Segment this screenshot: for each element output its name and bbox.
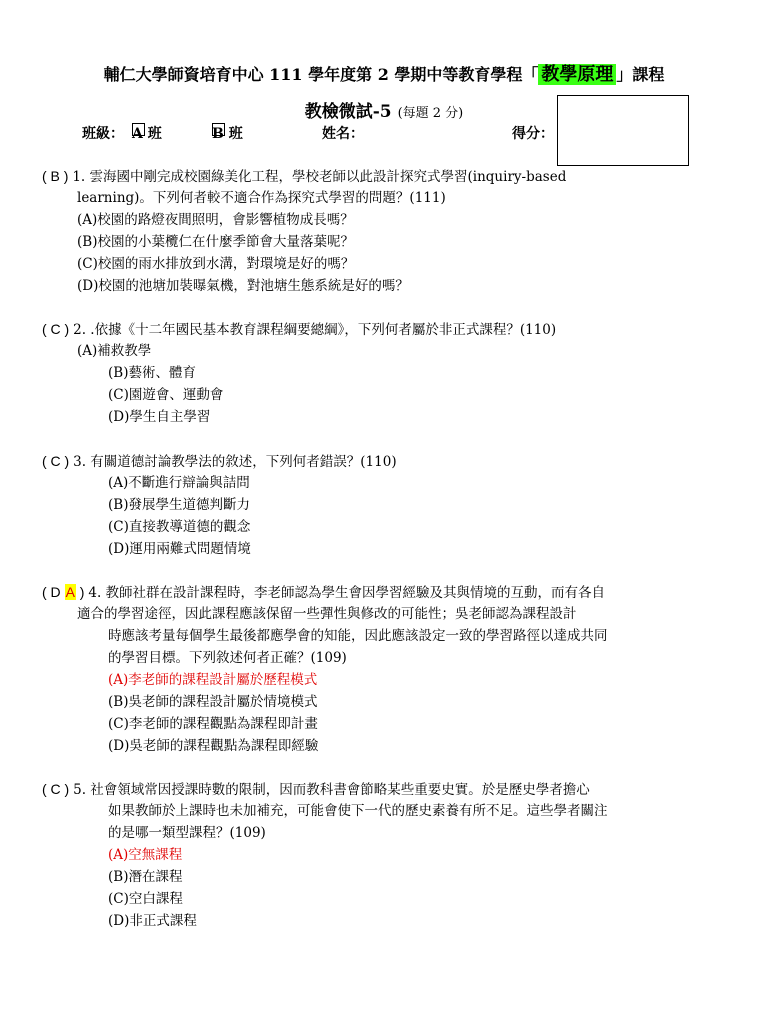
score-box[interactable] [557, 95, 689, 166]
question-text: 1. 雲海國中剛完成校園綠美化工程，學校老師以此設計探究式學習(inquiry-based [72, 169, 567, 185]
answer-mark: ( C ) [42, 781, 74, 797]
question-text: 5. 社會領域常因授課時數的限制，因而教科書會節略某些重要史實。於是歷史學者擔心 [73, 782, 590, 798]
question-text: 的是哪一類型課程？(109) [108, 825, 266, 841]
question-text: 適合的學習途徑，因此課程應該保留一些彈性與修改的可能性；吳老師認為課程設計 [77, 606, 577, 622]
question-text: 4. 教師社群在設計課程時，李老師認為學生會因學習經驗及其與情境的互動，而有各自 [88, 585, 606, 601]
option-d: (D)學生自主學習 [108, 409, 211, 425]
answer-mark: ( C ) [42, 321, 74, 337]
option-b: (B)藝術、體育 [108, 365, 196, 381]
option-a: (A)空無課程 [108, 847, 183, 863]
answer-mark: ( B ) [42, 168, 73, 184]
option-d: (D)吳老師的課程觀點為課程即經驗 [108, 738, 319, 754]
subtitle-note: (每題 2 分) [397, 106, 464, 121]
class-b-label: B 班 [212, 126, 243, 142]
option-d: (D)非正式課程 [108, 913, 197, 929]
answer-mark-close: ) [75, 584, 89, 600]
answer-mark-highlight: A [65, 584, 75, 600]
option-d: (D)校園的池塘加裝曝氣機，對池塘生態系統是好的嗎？ [77, 278, 409, 294]
question-text: 2. .依據《十二年國民基本教育課程綱要總綱》，下列何者屬於非正式課程？(110) [73, 322, 557, 338]
option-c: (C)校園的雨水排放到水溝，對環境是好的嗎？ [77, 256, 355, 272]
class-label: 班級： [82, 126, 124, 142]
option-b: (B)校園的小葉欖仁在什麼季節會大量落葉呢？ [77, 234, 354, 250]
title-highlight: 教學原理 [538, 64, 616, 85]
option-a: (A)李老師的課程設計屬於歷程模式 [108, 672, 318, 688]
title-suffix: 」課程 [616, 65, 665, 84]
option-c: (C)園遊會、運動會 [108, 387, 224, 403]
title-text: 輔仁大學師資培育中心 111 學年度第 2 學期中等教育學程「 [103, 65, 539, 84]
option-d: (D)運用兩難式問題情境 [108, 541, 251, 557]
option-a: (A)校園的路燈夜間照明，會影響植物成長嗎？ [77, 212, 354, 228]
option-c: (C)李老師的課程觀點為課程即計畫 [108, 716, 318, 732]
score-label: 得分： [512, 126, 554, 142]
question-text: learning)。下列何者較不適合作為探究式學習的問題？(111) [77, 190, 446, 206]
question-text: 3. 有關道德討論教學法的敘述，下列何者錯誤？(110) [73, 454, 397, 470]
question-text: 時應該考量每個學生最後都應學會的知能，因此應該設定一致的學習路徑以達成共同 [108, 628, 608, 644]
option-b: (B)發展學生道德判斷力 [108, 497, 250, 513]
question-text: 的學習目標。下列敘述何者正確？(109) [108, 650, 347, 666]
page-title [0, 60, 768, 86]
option-a: (A)補救教學 [77, 343, 152, 359]
option-b: (B)吳老師的課程設計屬於情境模式 [108, 694, 318, 710]
answer-mark: ( C ) [42, 453, 74, 469]
option-c: (C)直接教導道德的觀念 [108, 519, 251, 535]
question-text: 如果教師於上課時也未加補充，可能會使下一代的歷史素養有所不足。這些學者關注 [108, 803, 608, 819]
answer-mark: ( D [42, 584, 65, 600]
class-a-label: A 班 [132, 126, 162, 142]
student-info-line [82, 123, 562, 143]
subtitle-text: 教檢微試-5 [304, 102, 392, 122]
option-a: (A)不斷進行辯論與詰問 [108, 475, 250, 491]
option-b: (B)潛在課程 [108, 869, 183, 885]
name-label: 姓名： [322, 126, 364, 142]
option-c: (C)空白課程 [108, 891, 183, 907]
